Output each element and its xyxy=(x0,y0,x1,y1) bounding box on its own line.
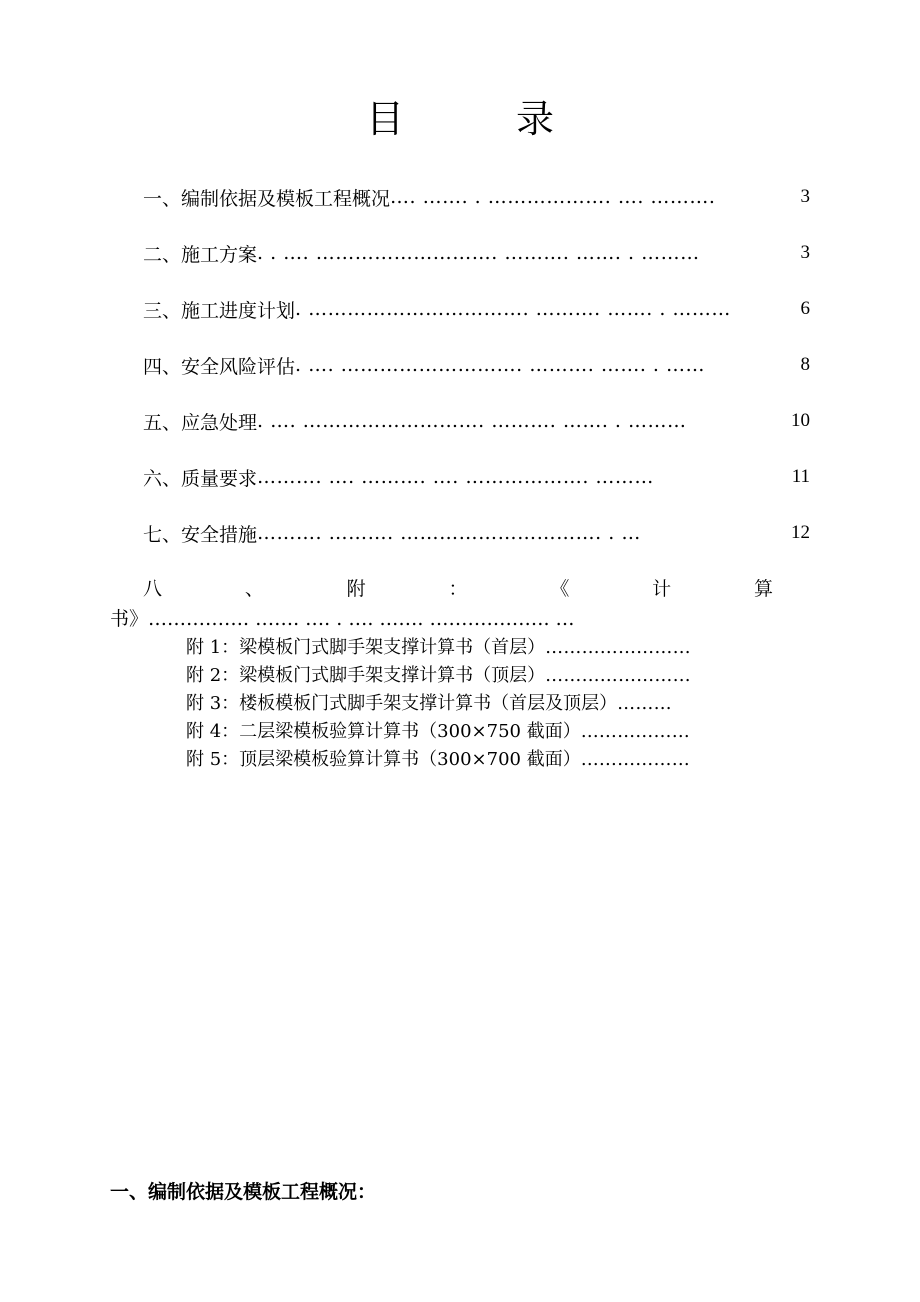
title-char-2: 录 xyxy=(516,97,555,141)
toc-leader-dots: . …. ………………………. ………. ……. . …… xyxy=(295,354,705,376)
justified-char: 、 xyxy=(244,578,264,600)
toc-entry-appendix[interactable] xyxy=(143,574,773,601)
toc-entry-label: 四、安全风险评估 xyxy=(143,355,296,378)
toc-entry[interactable] xyxy=(143,406,810,436)
toc-page-number: 8 xyxy=(800,354,810,375)
appendix-leader-dots: …………………… xyxy=(545,637,691,658)
toc-entry-label: 六、质量要求 xyxy=(143,467,258,490)
toc-leader-dots: ………. ………. …………………………. . … xyxy=(257,522,641,544)
toc-leader-dots: . ……………………………. ………. ……. . ……… xyxy=(295,298,731,320)
appendix-leader-dots: ……… xyxy=(617,693,672,714)
toc-entry-label: 七、安全措施 xyxy=(143,523,258,546)
appendix-leader-dots: ……………… xyxy=(580,721,690,742)
toc-entry[interactable] xyxy=(143,238,810,268)
appendix-leader-dots: …………………… xyxy=(545,665,691,686)
toc-entry-appendix-continuation: 书》……………. ……. …. . …. ……. ………………. … xyxy=(110,608,575,630)
toc-leader-dots: ………. …. ………. …. ………………. ……… xyxy=(257,466,654,488)
toc-entry[interactable] xyxy=(143,518,810,548)
toc-entry-label: 二、施工方案 xyxy=(143,243,258,266)
toc-page-number: 11 xyxy=(791,466,810,487)
toc-leader-dots: …. ……. . ………………. …. ………. xyxy=(390,186,716,208)
justified-char: ： xyxy=(448,578,468,600)
appendix-item[interactable] xyxy=(186,661,691,687)
appendix-item-label: 附 4：二层梁模板验算计算书（300×750 截面） xyxy=(186,721,581,742)
appendix-item-label: 附 5：顶层梁模板验算计算书（300×700 截面） xyxy=(186,749,581,770)
appendix-leader-dots: ……………… xyxy=(580,749,690,770)
toc-page-number: 10 xyxy=(791,410,810,431)
toc-entry[interactable] xyxy=(143,294,810,324)
title-char-1: 目 xyxy=(365,97,404,141)
appendix-item-label: 附 1：梁模板门式脚手架支撑计算书（首层） xyxy=(186,637,546,658)
appendix-item[interactable] xyxy=(186,717,690,743)
toc-page-number: 12 xyxy=(791,522,810,543)
toc-entry-label: 三、施工进度计划 xyxy=(143,299,296,322)
appendix-item-label: 附 3：楼板模板门式脚手架支撑计算书（首层及顶层） xyxy=(186,693,618,714)
justified-char: 《 xyxy=(550,578,570,600)
toc-leader-dots: . …. ………………………. ………. ……. . ……… xyxy=(257,410,687,432)
toc-entry[interactable] xyxy=(143,350,810,380)
toc-entry-label: 一、编制依据及模板工程概况 xyxy=(143,187,391,210)
justified-char: 八 xyxy=(143,578,163,600)
appendix-item[interactable] xyxy=(186,689,672,715)
toc-page-number: 3 xyxy=(800,186,810,207)
toc-page-number: 3 xyxy=(800,242,810,263)
appendix-item-label: 附 2：梁模板门式脚手架支撑计算书（顶层） xyxy=(186,665,546,686)
appendix-item[interactable] xyxy=(186,745,690,771)
justified-char: 计 xyxy=(652,578,672,600)
toc-title xyxy=(0,88,920,143)
justified-char: 附 xyxy=(346,578,366,600)
toc-page-number: 6 xyxy=(800,298,810,319)
justified-char: 算 xyxy=(753,578,773,600)
appendix-item[interactable] xyxy=(186,633,691,659)
section-heading: 一、编制依据及模板工程概况： xyxy=(110,1181,377,1203)
toc-leader-dots: . . …. ………………………. ………. ……. . ……… xyxy=(257,242,700,264)
toc-entry[interactable] xyxy=(143,462,810,492)
toc-entry[interactable] xyxy=(143,182,810,212)
toc-entry-label: 五、应急处理 xyxy=(143,411,258,434)
